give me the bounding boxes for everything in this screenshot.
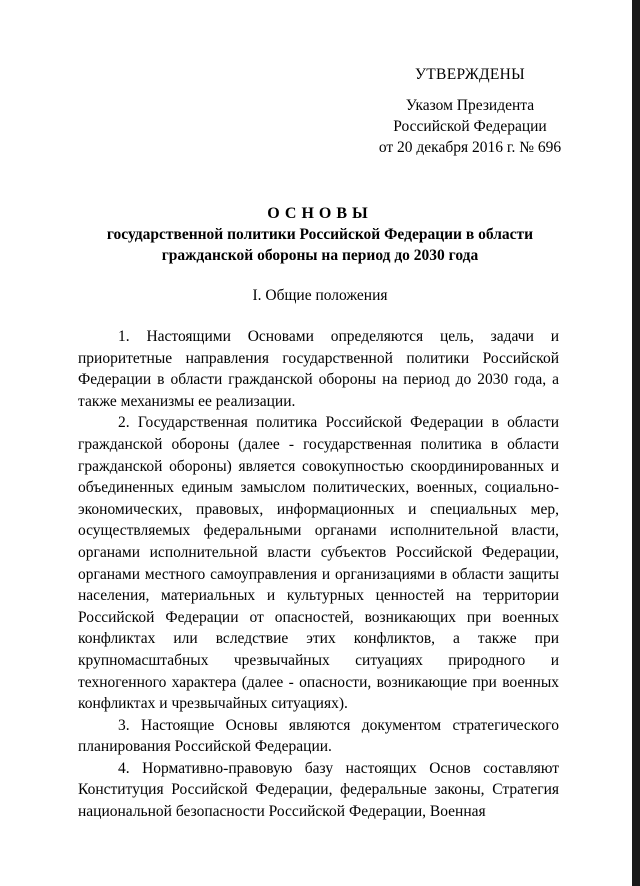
- approval-line-2: Российской Федерации: [393, 118, 547, 135]
- title-main: ОСНОВЫ: [267, 205, 373, 222]
- approval-stamp: [360, 64, 580, 158]
- approval-heading: УТВЕРЖДЕНЫ: [415, 66, 525, 83]
- paragraph-3: 3. Настоящие Основы являются документом стратегического планирования Российской Федерации.: [78, 716, 559, 756]
- approval-line-3: от 20 декабря 2016 г. № 696: [378, 139, 562, 156]
- approval-line-1: Указом Президента: [405, 97, 535, 114]
- paragraph-2: 2. Государственная политика Российской Федерации в области гражданской обороны (далее - государственная политика в области гражданской обороны) является совокупностью скоординированных и объединенных единым замыслом политических, военных, социально-экономических, правовых, информационных и специальных мер, осуществляемых федеральными органами исполнительной власти, органами исполнительной власти субъектов Российской Федерации, органами местного самоуправления и организациями в области защиты населения, материальных и культурных ценностей на территории Российской Федерации от опасностей, возникающих при военных конфликтах или вследствие этих конфликтов, а также при крупномасштабных чрезвычайных ситуациях природного и техногенного характера (далее - опасности, возникающие при военных конфликтах и чрезвычайных ситуациях).: [78, 414, 559, 713]
- viewer-edge: [632, 0, 640, 886]
- document-title: [70, 203, 570, 266]
- title-line-1: государственной политики Российской Федерации в области: [106, 226, 534, 243]
- title-line-2: гражданской обороны на период до 2030 года: [161, 247, 479, 264]
- paragraph-1: 1. Настоящими Основами определяются цель, задачи и приоритетные направления государственной политики Российской Федерации в области гражданской обороны на период до 2030 года, а также механизмы ее реализации.: [78, 328, 559, 410]
- section-heading: I. Общие положения: [252, 287, 388, 304]
- paragraph-4: 4. Нормативно-правовую базу настоящих Основ составляют Конституция Российской Федерации, федеральные законы, Стратегия национальной безопасности Российской Федерации, Военная: [78, 759, 559, 821]
- document-body: [78, 326, 559, 823]
